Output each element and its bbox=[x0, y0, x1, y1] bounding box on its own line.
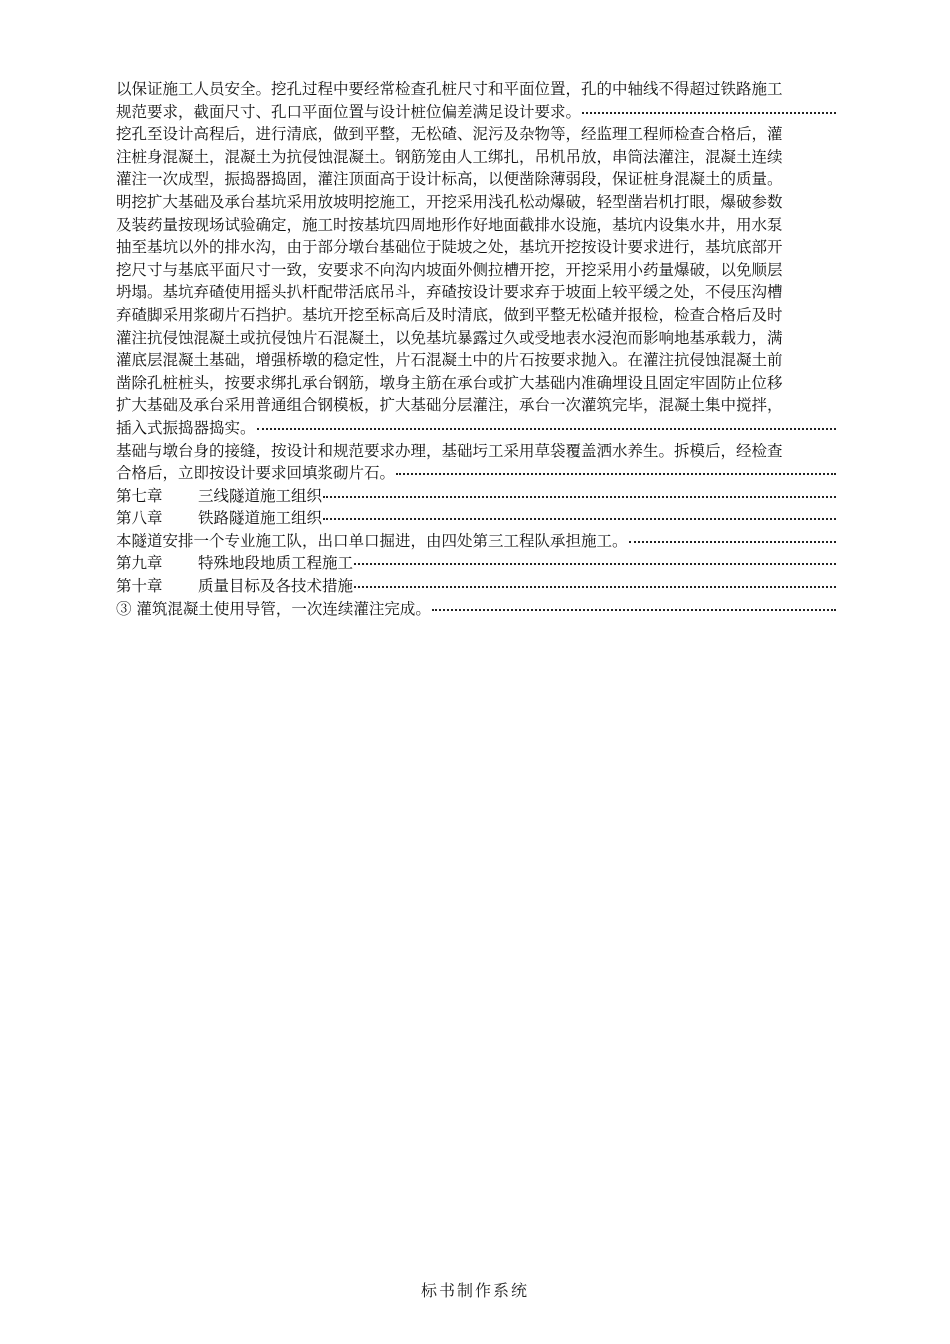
paragraph-line: 挖尺寸与基底平面尺寸一致，安要求不向沟内坡面外侧拉槽开挖，开挖采用小药量爆破，以免顺层 bbox=[116, 260, 783, 279]
toc-chapter-title: 质量目标及各技术措施 bbox=[198, 577, 354, 596]
paragraph-last-line bbox=[116, 417, 836, 440]
toc-chapter-number: 第八章 bbox=[116, 509, 163, 528]
paragraph-last-line bbox=[116, 101, 836, 124]
paragraph-line: 灌注抗侵蚀混凝土或抗侵蚀片石混凝土，以免基坑暴露过久或受地表水浸泡而影响地基承载力，满 bbox=[116, 328, 783, 347]
leader-dots bbox=[432, 595, 836, 611]
leader-dots bbox=[396, 459, 836, 475]
toc-chapter-title: 铁路隧道施工组织 bbox=[198, 509, 323, 528]
paragraph-last-text: 规范要求，截面尺寸、孔口平面位置与设计桩位偏差满足设计要求。 bbox=[116, 102, 582, 121]
paragraph-3 bbox=[116, 440, 836, 485]
leader-dots bbox=[323, 482, 836, 498]
toc-entry-final[interactable] bbox=[116, 598, 836, 621]
leader-dots bbox=[354, 549, 836, 565]
paragraph-line: 基础与墩台身的接缝，按设计和规范要求办理，基础圬工采用草袋覆盖洒水养生。拆模后，经检查 bbox=[116, 441, 783, 460]
toc-chapter-number: 第十章 bbox=[116, 577, 163, 596]
toc-chapter-number: 第九章 bbox=[116, 554, 163, 573]
paragraph-last-text: 合格后，立即按设计要求回填浆砌片石。 bbox=[116, 464, 396, 483]
paragraph-line: 坍塌。基坑弃碴使用摇头扒杆配带活底吊斗，弃碴按设计要求弃于坡面上较平缓之处，不侵压沟槽 bbox=[116, 283, 783, 302]
paragraph-last-text: 插入式振捣器捣实。 bbox=[116, 418, 256, 437]
toc-note-text: 本隧道安排一个专业施工队，出口单口掘进，由四处第三工程队承担施工。 bbox=[116, 531, 628, 550]
paragraph-line: 及装药量按现场试验确定，施工时按基坑四周地形作好地面截排水设施，基坑内设集水井，用水泵 bbox=[116, 215, 783, 234]
page-footer: 标书制作系统 bbox=[420, 1281, 529, 1300]
toc-final-text: ③ 灌筑混凝土使用导管，一次连续灌注完成。 bbox=[116, 599, 431, 618]
leader-dots bbox=[354, 572, 836, 588]
paragraph-line: 以保证施工人员安全。挖孔过程中要经常检查孔桩尺寸和平面位置，孔的中轴线不得超过铁路施工 bbox=[116, 80, 783, 98]
document-body bbox=[116, 78, 836, 620]
paragraph-line: 抽至基坑以外的排水沟，由于部分墩台基础位于陡坡之处，基坑开挖按设计要求进行，基坑底部开 bbox=[116, 238, 783, 257]
paragraph-1 bbox=[116, 78, 836, 123]
paragraph-line: 灌底层混凝土基础，增强桥墩的稳定性，片石混凝土中的片石按要求抛入。在灌注抗侵蚀混凝土前 bbox=[116, 351, 783, 370]
leader-dots bbox=[582, 98, 836, 114]
paragraph-line: 注桩身混凝土，混凝土为抗侵蚀混凝土。钢筋笼由人工绑扎，吊机吊放，串筒法灌注，混凝土连续 bbox=[116, 147, 783, 166]
toc-chapter-title: 特殊地段地质工程施工 bbox=[198, 554, 354, 573]
paragraph-line: 灌注一次成型，振捣器捣固，灌注顶面高于设计标高，以便凿除薄弱段，保证桩身混凝土的质量。 bbox=[116, 170, 783, 189]
leader-dots bbox=[257, 414, 836, 430]
paragraph-line: 明挖扩大基础及承台基坑采用放坡明挖施工，开挖采用浅孔松动爆破，轻型凿岩机打眼，爆破参数 bbox=[116, 192, 783, 211]
toc-chapter-title: 三线隧道施工组织 bbox=[198, 486, 323, 505]
toc-chapter-number: 第七章 bbox=[116, 486, 163, 505]
paragraph-line: 扩大基础及承台采用普通组合钢模板，扩大基础分层灌注，承台一次灌筑完毕，混凝土集中搅拌， bbox=[116, 396, 783, 415]
paragraph-line: 凿除孔桩桩头，按要求绑扎承台钢筋，墩身主筋在承台或扩大基础内准确埋设且固定牢固防止位移 bbox=[116, 373, 783, 392]
leader-dots bbox=[629, 527, 836, 543]
leader-dots bbox=[323, 504, 836, 520]
paragraph-line: 弃碴脚采用浆砌片石挡护。基坑开挖至标高后及时清底，做到平整无松碴并报检，检查合格后及时 bbox=[116, 305, 783, 324]
paragraph-2 bbox=[116, 123, 836, 439]
paragraph-line: 挖孔至设计高程后，进行清底，做到平整，无松碴、泥污及杂物等，经监理工程师检查合格后，灌 bbox=[116, 125, 783, 144]
